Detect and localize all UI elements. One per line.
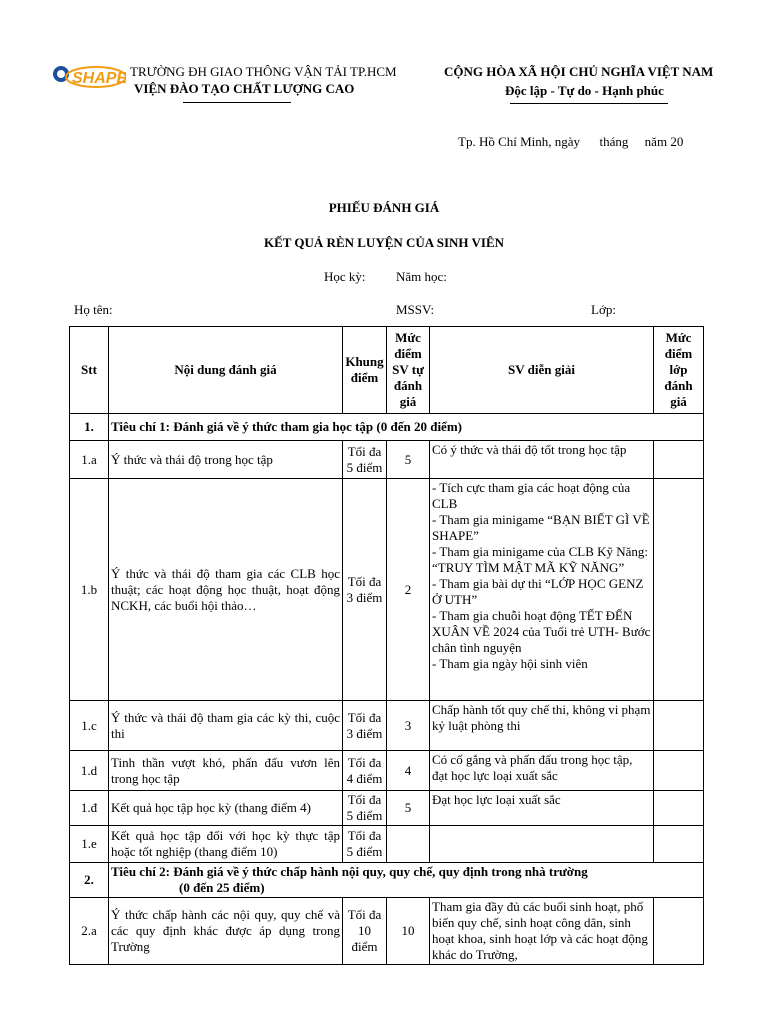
row-class-score — [654, 441, 704, 479]
shape-logo — [52, 57, 126, 91]
col-explain-header: SV diễn giải — [430, 327, 654, 414]
section-title: Tiêu chí 1: Đánh giá về ý thức tham gia học tập (0 đến 20 điểm) — [109, 414, 704, 441]
name-label: Họ tên: — [74, 302, 113, 317]
col-class-score-header: Mức điểm lớp đánh giá — [654, 327, 704, 414]
col-content-header: Nội dung đánh giá — [109, 327, 343, 414]
evaluation-table — [69, 326, 704, 965]
term-label: Học kỳ: — [324, 269, 366, 284]
col-frame-header: Khung điểm — [343, 327, 387, 414]
row-explain: Chấp hành tốt quy chế thi, không vi phạm kỷ luật phòng thi — [430, 701, 654, 751]
student-id-label: MSSV: — [396, 302, 435, 317]
row-content: Kết quả học tập học kỳ (thang điểm 4) — [109, 791, 343, 826]
underline-left — [183, 102, 291, 103]
row-class-score — [654, 479, 704, 701]
logo-text: SHAPE — [72, 70, 126, 87]
row-stt: 1.c — [70, 701, 109, 751]
row-explain: Đạt học lực loại xuất sắc — [430, 791, 654, 826]
form-subtitle: KẾT QUẢ RÈN LUYỆN CỦA SINH VIÊN — [263, 235, 505, 250]
row-explain: Có ý thức và thái độ tốt trong học tập — [430, 441, 654, 479]
row-stt: 1.b — [70, 479, 109, 701]
col-stt-header: Stt — [70, 327, 109, 414]
row-self-score: 2 — [387, 479, 430, 701]
nation-name: CỘNG HÒA XÃ HỘI CHỦ NGHĨA VIỆT NAM — [444, 64, 714, 79]
section-title-line2: (0 đến 25 điểm) — [179, 880, 265, 895]
section-stt: 2. — [70, 863, 109, 898]
row-stt: 1.e — [70, 826, 109, 863]
row-class-score — [654, 751, 704, 791]
row-explain — [430, 826, 654, 863]
col-self-score-header: Mức điểm SV tự đánh giá — [387, 327, 430, 414]
table-row — [70, 826, 704, 863]
row-content: Ý thức chấp hành các nội quy, quy chế và các quy định khác được áp dụng trong Trường — [109, 898, 343, 965]
row-frame: Tối đa 4 điểm — [343, 751, 387, 791]
row-stt: 1.a — [70, 441, 109, 479]
row-frame: Tối đa 5 điểm — [343, 441, 387, 479]
table-row — [70, 441, 704, 479]
table-row — [70, 751, 704, 791]
class-label: Lớp: — [591, 302, 616, 317]
row-class-score — [654, 701, 704, 751]
row-content: Ý thức và thái độ trong học tập — [109, 441, 343, 479]
motto: Độc lập - Tự do - Hạnh phúc — [505, 83, 664, 98]
row-class-score — [654, 826, 704, 863]
table-row — [70, 791, 704, 826]
row-self-score: 3 — [387, 701, 430, 751]
row-self-score: 5 — [387, 441, 430, 479]
year-label: Năm học: — [396, 269, 447, 284]
section-title-line1: Tiêu chí 2: Đánh giá về ý thức chấp hành nội quy, quy chế, quy định trong nhà trường — [111, 864, 588, 879]
row-frame: Tối đa 3 điểm — [343, 479, 387, 701]
row-frame: Tối đa 5 điểm — [343, 791, 387, 826]
school-name: TRƯỜNG ĐH GIAO THÔNG VẬN TẢI TP.HCM — [130, 64, 397, 79]
row-frame: Tối đa 10 điểm — [343, 898, 387, 965]
row-frame: Tối đa 3 điểm — [343, 701, 387, 751]
row-class-score — [654, 898, 704, 965]
underline-right — [510, 103, 668, 104]
row-explain: Tham gia đầy đủ các buổi sinh hoạt, phổ biến quy chế, sinh hoạt công dân, sinh hoạt khoa, sinh hoạt lớp và các hoạt động khác do Trường, — [430, 898, 654, 965]
row-content: Ý thức và thái độ tham gia các kỳ thi, cuộc thi — [109, 701, 343, 751]
table-header-row — [70, 327, 704, 414]
table-row — [70, 898, 704, 965]
row-stt: 1.đ — [70, 791, 109, 826]
section-stt: 1. — [70, 414, 109, 441]
row-frame: Tối đa 5 điểm — [343, 826, 387, 863]
row-content: Kết quả học tập đối với học kỳ thực tập hoặc tốt nghiệp (thang điểm 10) — [109, 826, 343, 863]
row-self-score: 10 — [387, 898, 430, 965]
row-content: Tinh thần vượt khó, phấn đấu vươn lên trong học tập — [109, 751, 343, 791]
place-date: Tp. Hồ Chí Minh, ngày tháng năm 20 — [458, 134, 684, 149]
row-stt: 1.d — [70, 751, 109, 791]
section-row-1 — [70, 414, 704, 441]
row-explain: Có cố gắng và phấn đấu trong học tập, đạt học lực loại xuất sắc — [430, 751, 654, 791]
form-title: PHIẾU ĐÁNH GIÁ — [328, 200, 440, 215]
row-class-score — [654, 791, 704, 826]
table-row — [70, 701, 704, 751]
section-title — [109, 863, 704, 898]
section-row-2 — [70, 863, 704, 898]
institute-name: VIỆN ĐÀO TẠO CHẤT LƯỢNG CAO — [134, 81, 355, 96]
row-self-score: 5 — [387, 791, 430, 826]
row-stt: 2.a — [70, 898, 109, 965]
row-explain: - Tích cực tham gia các hoạt động của CLB - Tham gia minigame “BẠN BIẾT GÌ VỀ SHAPE” - Tham gia minigame của CLB Kỹ Năng: “TRUY TÌM MẬT MÃ KỸ NĂNG” - Tham gia bài dự thi “LỚP HỌC GENZ Ở UTH” - Tham gia chuỗi hoạt động TẾT ĐẾN XUÂN VỀ 2024 của Tuổi trẻ UTH- Bước chân tình nguyện - Tham gia ngày hội sinh viên — [430, 479, 654, 701]
table-row — [70, 479, 704, 701]
row-self-score — [387, 826, 430, 863]
row-content: Ý thức và thái độ tham gia các CLB học thuật; các hoạt động học thuật, hoạt động NCKH, các buổi hội thảo… — [109, 479, 343, 701]
row-self-score: 4 — [387, 751, 430, 791]
